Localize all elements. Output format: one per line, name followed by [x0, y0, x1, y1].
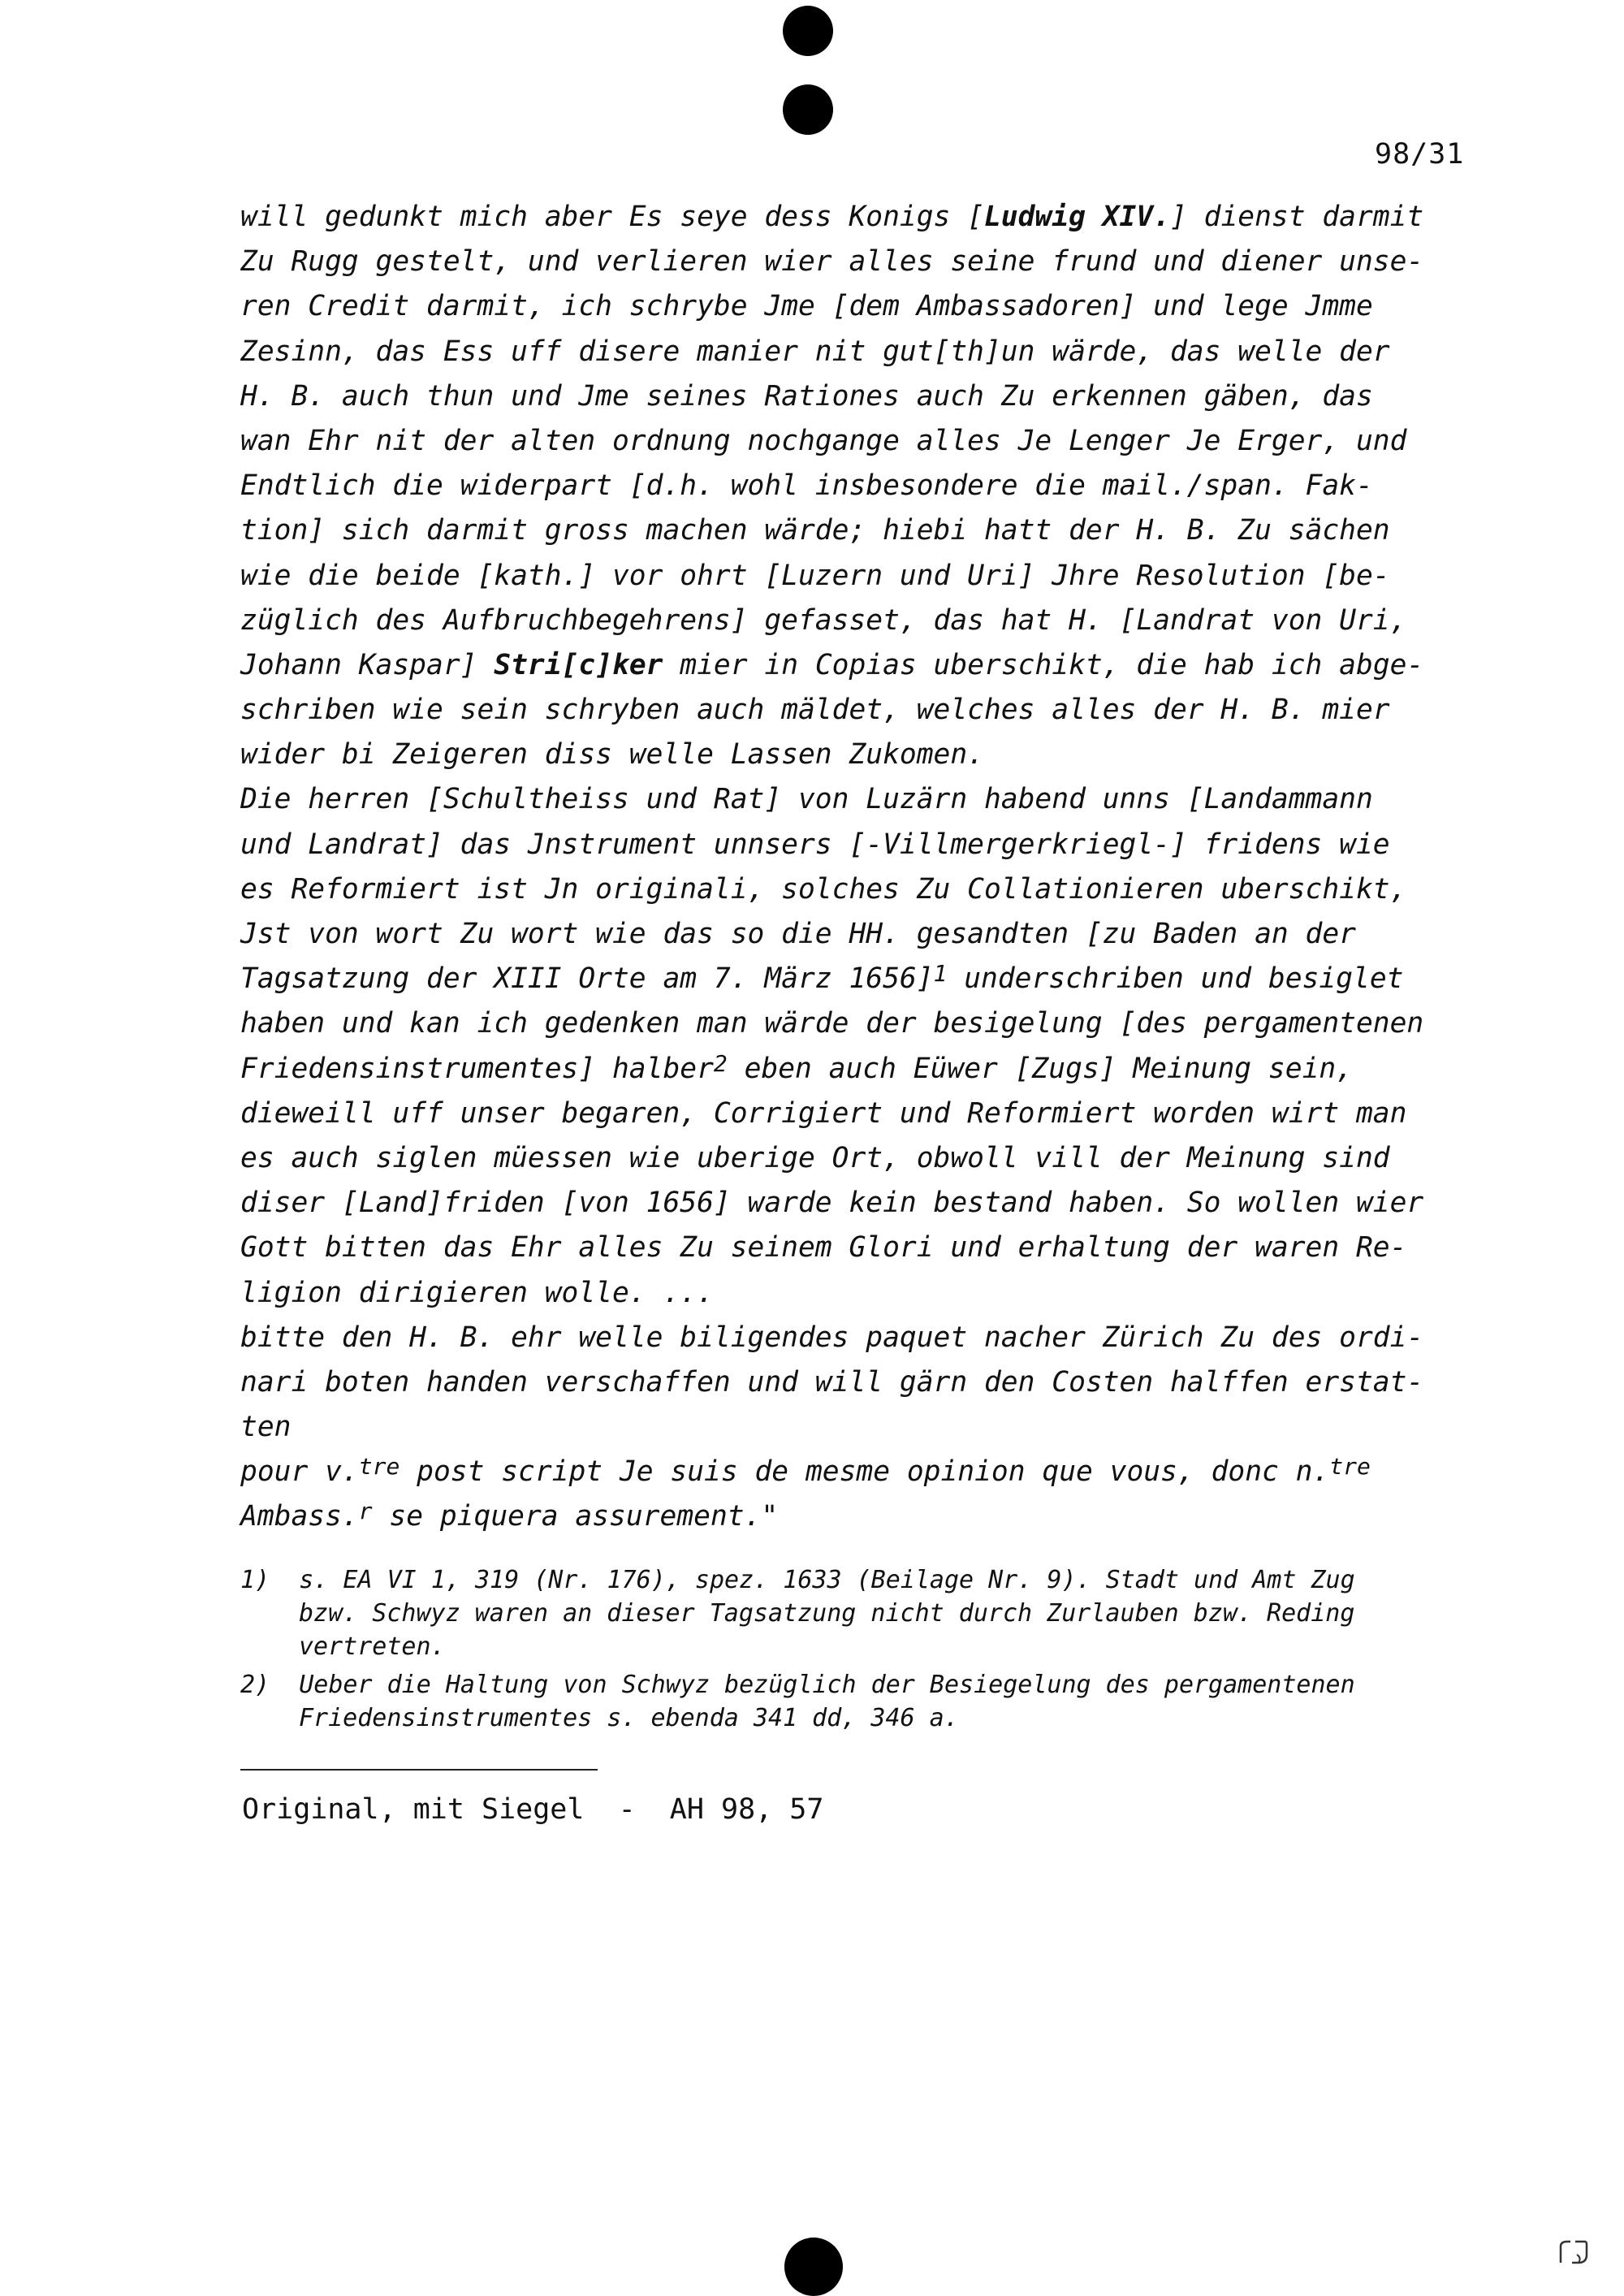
- superscript: 1: [933, 960, 948, 988]
- bold-name: Ludwig XIV.: [983, 201, 1170, 233]
- text-segment: Tagsatzung der XIII Orte am 7. März 1656]: [240, 962, 934, 996]
- text-line: [240, 1316, 1491, 1360]
- text-segment: diser [Land]friden [von 1656] warde kein bestand haben. So wollen wier: [240, 1187, 1424, 1220]
- text-segment: ] dienst darmit: [1169, 201, 1424, 233]
- text-segment: wan Ehr nit der alten ordnung nochgange alles Je Lenger Je Erger, und: [240, 424, 1407, 457]
- text-segment: Zesinn, das Ess uff disere manier nit gut[th]un wärde, das welle der: [240, 335, 1390, 368]
- text-segment: underschriben und besiglet: [947, 962, 1404, 996]
- text-segment: Jst von wort Zu wort wie das so die HH. gesandten [zu Baden an der: [240, 918, 1356, 950]
- superscript: 2: [713, 1049, 728, 1077]
- text-segment: eben auch Eüwer [Zugs] Meinung sein,: [727, 1052, 1354, 1085]
- text-line: [240, 508, 1491, 553]
- punch-hole-icon: [783, 84, 833, 135]
- text-line: [240, 957, 1491, 1001]
- footnote-line: vertreten.: [299, 1632, 446, 1661]
- text-segment: dieweill uff unser begaren, Corrigiert und Reformiert worden wirt man: [240, 1096, 1407, 1130]
- text-line: [240, 1047, 1491, 1092]
- text-line: [240, 1271, 1491, 1316]
- superscript: tre: [1329, 1453, 1371, 1481]
- text-segment: Endtlich die widerpart [d.h. wohl insbesondere die mail./span. Fak-: [240, 469, 1373, 503]
- text-segment: ligion dirigieren wolle. ...: [240, 1276, 714, 1309]
- text-line: [240, 240, 1491, 284]
- text-segment: nari boten handen verschaffen und will gärn den Costen halffen erstat-: [240, 1365, 1424, 1399]
- text-segment: ten: [240, 1411, 292, 1444]
- text-line: [240, 688, 1491, 733]
- text-segment: Friedensinstrumentes] halber: [240, 1052, 714, 1085]
- text-segment: wie die beide [kath.] vor ohrt [Luzern und Uri] Jhre Resolution [be-: [240, 559, 1390, 592]
- text-line: [240, 330, 1491, 374]
- text-segment: es auch siglen müessen wie uberige Ort, obwoll vill der Meinung sind: [240, 1141, 1390, 1174]
- text-segment: mier in Copias uberschikt, die hab ich abge-: [663, 648, 1424, 681]
- text-segment: Zu Rugg gestelt, und verlieren wier alles seine frund und diener unse-: [240, 245, 1424, 279]
- text-segment: H. B. auch thun und Jme seines Rationes auch Zu erkennen gäben, das: [240, 379, 1373, 413]
- text-line: [240, 464, 1491, 508]
- punch-hole-icon: [783, 6, 833, 56]
- text-line: [240, 1405, 1491, 1450]
- source-divider: [240, 1769, 598, 1771]
- text-segment: wider bi Zeigeren diss welle Lassen Zukomen.: [240, 738, 984, 772]
- text-segment: es Reformiert ist Jn originali, solches Zu Collationieren uberschikt,: [240, 872, 1407, 906]
- text-line: [240, 195, 1491, 240]
- footnotes: [240, 1563, 1491, 1735]
- page-curl-mark-icon: [1557, 2238, 1590, 2268]
- text-line: [240, 284, 1491, 329]
- text-line: [240, 1092, 1491, 1136]
- text-line: [240, 777, 1491, 822]
- text-segment: züglich des Aufbruchbegehrens] gefasset, das hat H. [Landrat von Uri,: [240, 603, 1407, 637]
- text-line: [240, 643, 1491, 688]
- text-line: [240, 867, 1491, 912]
- superscript: r: [358, 1498, 373, 1525]
- text-line: [240, 1226, 1491, 1270]
- text-line: [240, 374, 1491, 419]
- text-segment: tion] sich darmit gross machen wärde; hiebi hatt der H. B. Zu sächen: [240, 514, 1390, 547]
- text-line: [240, 1360, 1491, 1405]
- text-segment: Gott bitten das Ehr alles Zu seinem Glori und erhaltung der waren Re-: [240, 1231, 1407, 1265]
- text-segment: pour v.: [240, 1455, 359, 1489]
- text-line: [240, 1181, 1491, 1226]
- punch-hole-icon: [784, 2238, 843, 2296]
- letter-transcription: [240, 195, 1491, 1540]
- text-line: [240, 419, 1491, 464]
- text-segment: haben und kan ich gedenken man wärde der besigelung [des pergamentenen: [240, 1007, 1424, 1040]
- text-line: [240, 599, 1491, 643]
- text-line: [240, 1494, 1491, 1539]
- text-segment: und Landrat] das Jnstrument unnsers [-Villmergerkriegl-] fridens wie: [240, 828, 1390, 861]
- text-segment: post script Je suis de mesme opinion que vous, donc n.: [400, 1455, 1330, 1489]
- superscript: tre: [358, 1453, 400, 1481]
- text-segment: Ambass.: [240, 1500, 359, 1533]
- page-number: 98/31: [1375, 138, 1465, 171]
- footnote-line: 2) Ueber die Haltung von Schwyz bezüglich der Besiegelung des pergamentenen: [240, 1671, 1355, 1699]
- text-segment: bitte den H. B. ehr welle biligendes paquet nacher Zürich Zu des ordi-: [240, 1321, 1424, 1354]
- footnote-line: Friedensinstrumentes s. ebenda 341 dd, 346 a.: [299, 1704, 959, 1732]
- text-line: [240, 1450, 1491, 1494]
- text-line: [240, 554, 1491, 599]
- text-segment: ren Credit darmit, ich schrybe Jme [dem Ambassadoren] und lege Jmme: [240, 290, 1373, 323]
- text-line: [240, 1136, 1491, 1181]
- source-note: Original, mit Siegel - AH 98, 57: [242, 1793, 824, 1826]
- text-line: [240, 912, 1491, 957]
- text-line: [240, 733, 1491, 777]
- text-segment: schriben wie sein schryben auch mäldet, welches alles der H. B. mier: [240, 694, 1390, 727]
- text-segment: Die herren [Schultheiss und Rat] von Luzärn habend unns [Landammann: [240, 783, 1373, 816]
- footnote-line: bzw. Schwyz waren an dieser Tagsatzung nicht durch Zurlauben bzw. Reding: [299, 1599, 1355, 1628]
- text-segment: se piquera assurement.": [372, 1500, 779, 1533]
- text-line: [240, 1001, 1491, 1046]
- bold-name: Stri[c]ker: [494, 648, 663, 681]
- text-segment: Johann Kaspar]: [240, 648, 495, 681]
- text-line: [240, 823, 1491, 867]
- text-segment: will gedunkt mich aber Es seye dess Konigs [: [240, 201, 984, 233]
- footnote-line: 1) s. EA VI 1, 319 (Nr. 176), spez. 1633 (Beilage Nr. 9). Stadt und Amt Zug: [240, 1566, 1355, 1594]
